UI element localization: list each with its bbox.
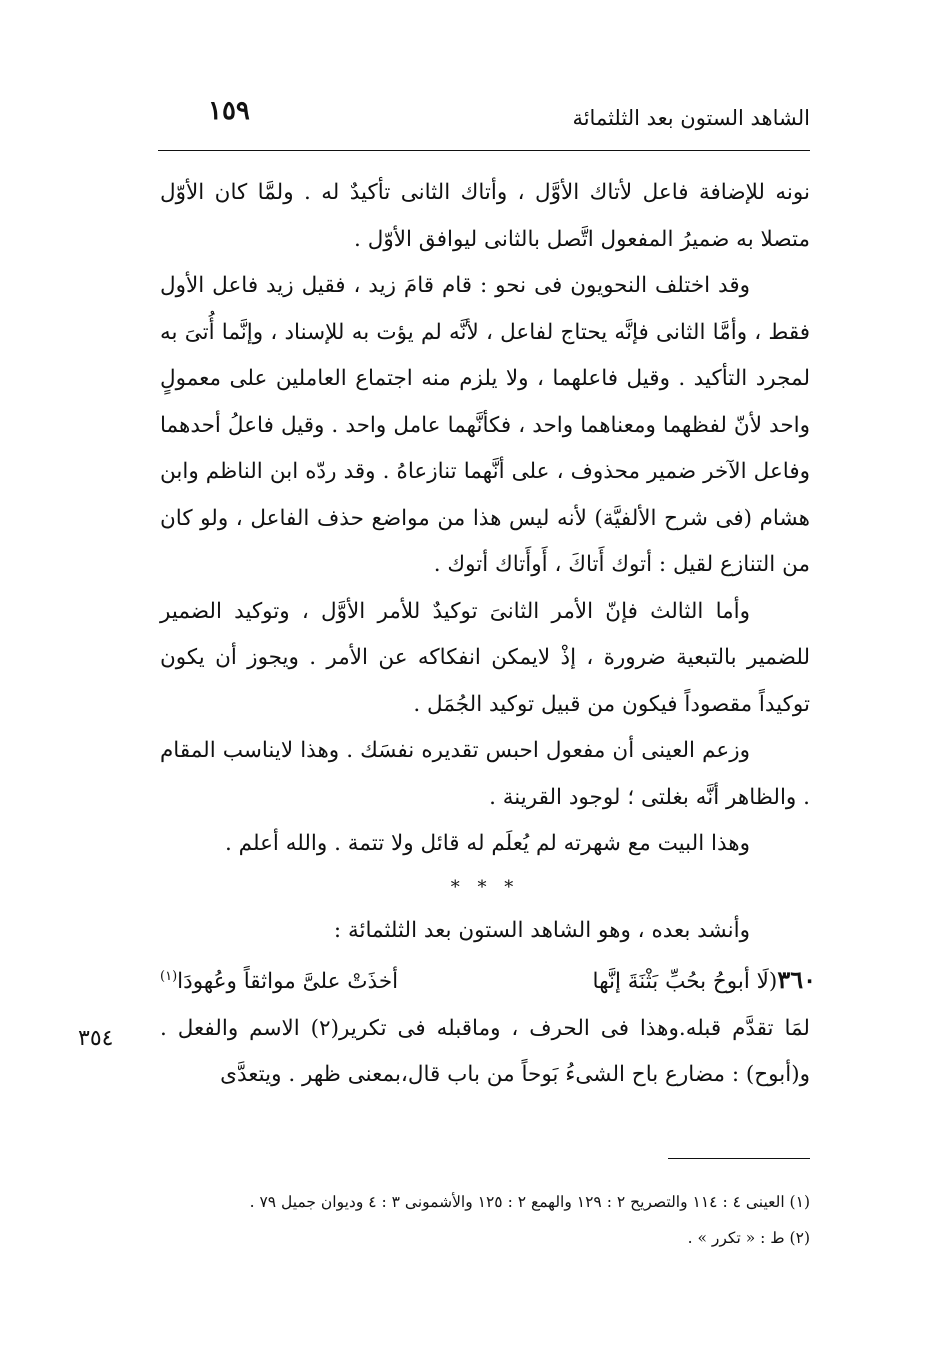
footnotes — [160, 1184, 810, 1256]
verse-second-half — [160, 954, 398, 1006]
paragraph: نونه للإضافة فاعل لأتاك الأوَّل ، وأتاك الثانى تأكيدٌ له . ولمَّا كان الأوّل متصلا به ضميرُ المفعول اتَّصل بالثانى ليوافق الأوّل . — [160, 180, 810, 252]
paragraph: وقد اختلف النحويون فى نحو : قام قامَ زيد ، فقيل زيد فاعل الأول فقط ، وأمَّا الثانى فإنَّه يحتاج لفاعل ، لأنَّه لم يؤت به للإسناد ، وإنَّما أُتىَ به لمجرد التأكيد . وقيل فاعلهما ، ولا يلزم منه اجتماع العاملين على معمولٍ واحد لأنّ لفظهما ومعناهما واحد ، فكأنَّهما عامل واحد . وقيل فاعلُ أحدهما وفاعل الآخر ضمير محذوف ، على أنَّهما تنازعاهُ . وقد ردّه ابن الناظم وابن هشام (فى شرح الألفيَّة) لأنه ليس هذا من مواضع حذف الفاعل ، ولو كان من التنازع لقيل : أتوك أَتاكَ ، أَوأَتاك أتوك . — [160, 273, 810, 577]
paragraph: وهذا البيت مع شهرته لم يُعلَم له قائل ولا تتمة . والله أعلم . — [224, 831, 750, 856]
hemistich-1: (لَا أبوحُ بحُبِّ بَثْنَةَ إنَّها — [592, 969, 778, 995]
margin-reference-number: ٣٥٤ — [78, 1026, 114, 1051]
footnote-ref: (١) — [160, 969, 178, 984]
verse-intro: وأنشد بعده ، وهو الشاهد الستون بعد الثلثمائة : — [333, 917, 750, 943]
header-rule — [158, 150, 810, 151]
footnote-2: (٢) ط : « تكرر » . — [687, 1229, 810, 1247]
running-title: الشاهد الستون بعد الثلثمائة — [572, 106, 810, 130]
section-separator: * * * — [450, 876, 520, 898]
page-number: ١٥٩ — [208, 96, 250, 126]
paragraph: وزعم العينى أن مفعول احبس تقديره نفسَك . وهذا لايناسب المقام . والظاهر أنَّه بغلتى ؛ لوجود القرينة . — [160, 738, 810, 810]
paragraph: وأما الثالث فإنّ الأمر الثانىَ توكيدٌ للأمر الأوَّل ، وتوكيد الضمير للضمير بالتبعية ضرورة ، إذْ لايمكن انفكاكه عن الأمر . ويجوز أن يكون توكيداً مقصوداً فيكون من قبيل توكيد الجُمَل . — [160, 598, 810, 717]
poetry-verse — [160, 954, 816, 1006]
page-header — [158, 96, 810, 144]
hemistich-2: أخذَتْ علىَّ مواثقاً وعُهودَا — [177, 969, 399, 995]
verse-first-half — [593, 957, 816, 1006]
main-text — [160, 170, 816, 1099]
footnote-1: (١) العينى ٤ : ١١٤ والتصريح ٢ : ١٢٩ والهمع ٢ : ١٢٥ والأشمونى ٣ : ٤ وديوان جميل ٧٩ . — [249, 1193, 810, 1211]
footnote-rule — [668, 1158, 810, 1159]
paragraph: لمَا تقدَّم قبله.وهذا فى الحرف ، وماقبله فى تكرير(٢) الاسم والفعل . و(أبوح) : مضارع باح الشىءُ بَوحاً من باب قال،بمعنى ظهر . ويتعدَّى — [160, 1015, 810, 1088]
verse-number: ٣٦٠ — [777, 965, 816, 995]
